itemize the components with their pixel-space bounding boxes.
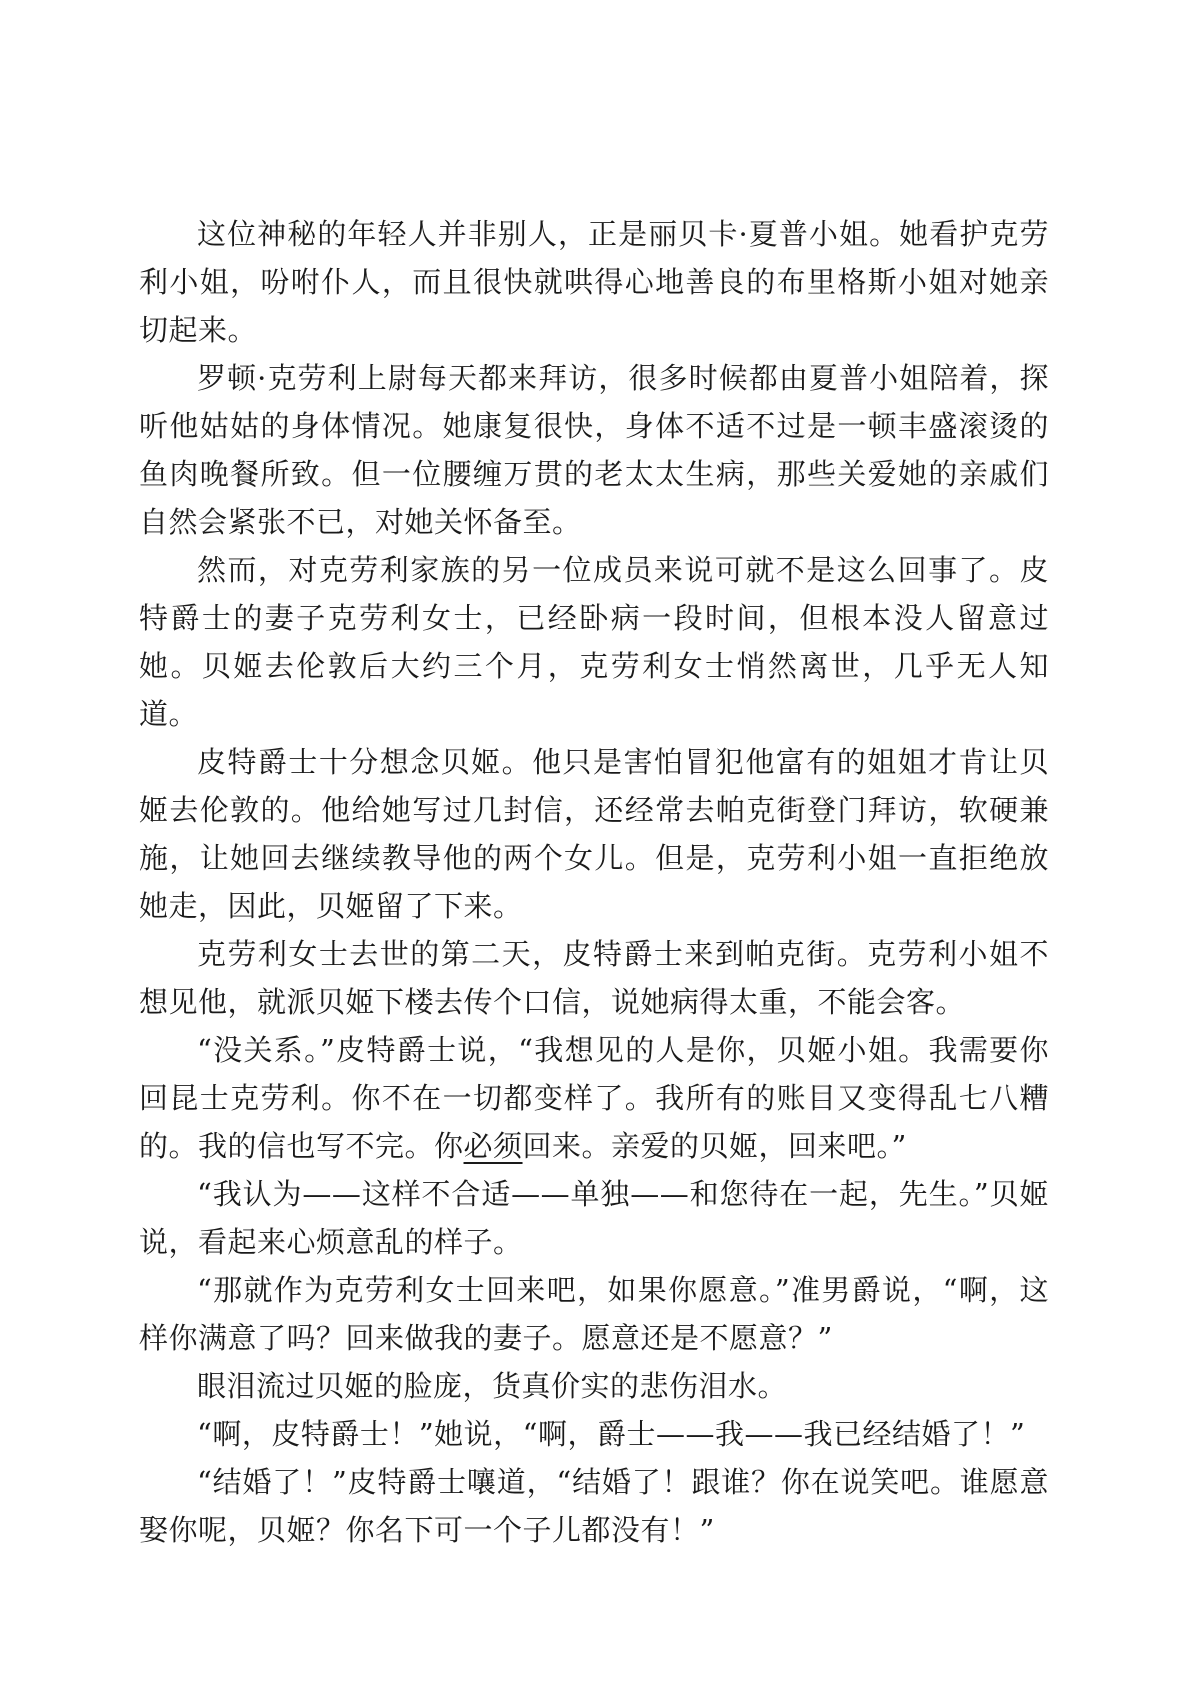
paragraph-7: “我认为——这样不合适——单独——和您待在一起，先生。”贝姬说，看起来心烦意乱的样子。	[139, 1177, 1049, 1259]
paragraph-11: “结婚了！”皮特爵士嚷道，“结婚了！跟谁？你在说笑吧。谁愿意娶你呢，贝姬？你名下可一个子儿都没有！”	[139, 1465, 1049, 1547]
document-page	[139, 210, 1049, 1554]
paragraph-2: 罗顿·克劳利上尉每天都来拜访，很多时候都由夏普小姐陪着，探听他姑姑的身体情况。她康复很快，身体不适不过是一顿丰盛滚烫的鱼肉晚餐所致。但一位腰缠万贯的老太太生病，那些关爱她的亲戚们自然会紧张不已，对她关怀备至。	[139, 361, 1049, 539]
paragraph-1: 这位神秘的年轻人并非别人，正是丽贝卡·夏普小姐。她看护克劳利小姐，吩咐仆人，而且很快就哄得心地善良的布里格斯小姐对她亲切起来。	[139, 217, 1049, 347]
paragraph-9: 眼泪流过贝姬的脸庞，货真价实的悲伤泪水。	[197, 1369, 788, 1403]
paragraph-4: 皮特爵士十分想念贝姬。他只是害怕冒犯他富有的姐姐才肯让贝姬去伦敦的。他给她写过几封信，还经常去帕克街登门拜访，软硬兼施，让她回去继续教导他的两个女儿。但是，克劳利小姐一直拒绝放她走，因此，贝姬留了下来。	[139, 745, 1049, 923]
paragraph-8: “那就作为克劳利女士回来吧，如果你愿意。”准男爵说，“啊，这样你满意了吗？回来做我的妻子。愿意还是不愿意？”	[139, 1273, 1049, 1355]
paragraph-5: 克劳利女士去世的第二天，皮特爵士来到帕克街。克劳利小姐不想见他，就派贝姬下楼去传个口信，说她病得太重，不能会客。	[139, 937, 1049, 1019]
underlined-emphasis: 必须	[463, 1129, 523, 1163]
paragraph-10: “啊，皮特爵士！”她说，“啊，爵士——我——我已经结婚了！”	[197, 1417, 1026, 1451]
paragraph-3: 然而，对克劳利家族的另一位成员来说可就不是这么回事了。皮特爵士的妻子克劳利女士，已经卧病一段时间，但根本没人留意过她。贝姬去伦敦后大约三个月，克劳利女士悄然离世，几乎无人知道。	[139, 553, 1049, 731]
paragraph-6	[139, 1026, 1049, 1170]
paragraph-6-text-before: “没关系。”皮特爵士说，“我想见的人是你，贝姬小姐。我需要你回昆士克劳利。你不在一切都变样了。我所有的账目又变得乱七八糟的。我的信也写不完。你	[139, 1033, 1049, 1163]
paragraph-6-text-after: 回来。亲爱的贝姬，回来吧。”	[522, 1129, 907, 1163]
